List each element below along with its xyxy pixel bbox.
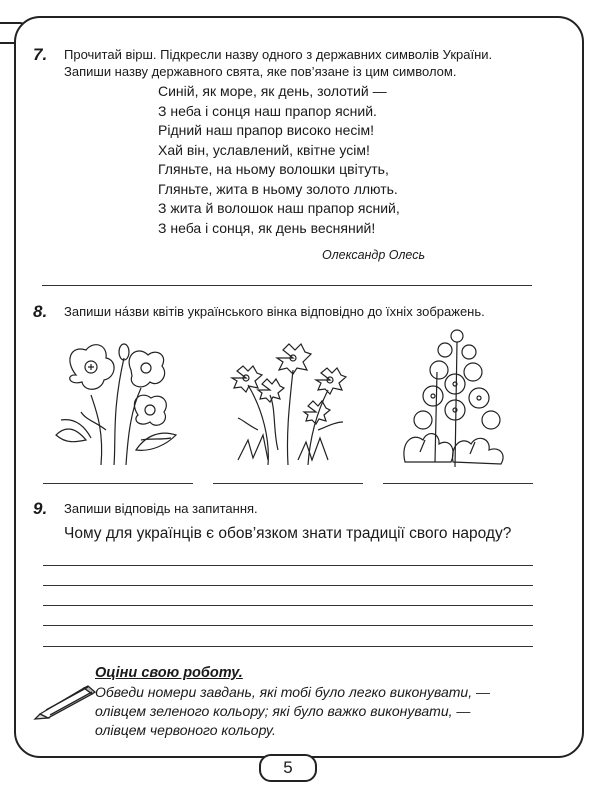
answer-line-poppy[interactable] xyxy=(43,483,193,484)
poem-author: Олександр Олесь xyxy=(322,248,426,262)
task-9-instruction: Запиши відповідь на запитання. xyxy=(64,501,258,516)
poppy-illustration xyxy=(46,330,186,470)
cornflower-illustration xyxy=(218,330,358,470)
self-assessment-heading: Оціни свою роботу. xyxy=(95,665,243,681)
answer-line-task-9[interactable] xyxy=(43,585,533,586)
task-9-question: Чому для українців є обов’язком знати традиції свого народу? xyxy=(64,525,512,542)
self-assessment-line: олівцем зеленого кольору; які було важко виконувати, — xyxy=(95,703,471,719)
answer-line-mallow[interactable] xyxy=(383,483,533,484)
poem-line: Рідний наш прапор високо несім! xyxy=(158,122,375,138)
mallow-illustration xyxy=(395,322,525,470)
task-8-instruction: Запиши на́зви квітів українського вінка відповідно до їхніх зображень. xyxy=(64,304,485,319)
task-7-instruction-line: Запиши назву державного свята, яке пов’язане із цим символом. xyxy=(64,64,457,79)
task-7-instruction-line: Прочитай вірш. Підкресли назву одного з державних символів України. xyxy=(64,47,493,62)
task-9-number: 9. xyxy=(33,499,48,518)
poem-line: Синій, як море, як день, золотий — xyxy=(158,83,387,99)
pencil-icon xyxy=(32,684,98,720)
answer-line-task-9[interactable] xyxy=(43,565,533,566)
answer-line-task-9[interactable] xyxy=(43,646,533,647)
answer-line-cornflower[interactable] xyxy=(213,483,363,484)
poem-line: З неба і сонця, як день весняний! xyxy=(158,219,376,236)
poem-line: Гляньте, на ньому волошки цвітуть, xyxy=(158,161,389,177)
poem-line: З жита й волошок наш прапор ясний, xyxy=(158,200,400,216)
poem-line: Хай він, уславлений, квітне усім! xyxy=(158,141,370,158)
answer-line-task-7[interactable] xyxy=(42,285,532,286)
answer-line-task-9[interactable] xyxy=(43,605,533,606)
task-8-number: 8. xyxy=(33,302,48,321)
answer-line-task-9[interactable] xyxy=(43,625,533,626)
task-7-number: 7. xyxy=(33,45,48,64)
poem-line: Гляньте, жита в ньому золото ллють. xyxy=(158,180,398,197)
self-assessment-line: олівцем червоного кольору. xyxy=(95,722,276,738)
poem xyxy=(158,82,400,238)
self-assessment xyxy=(95,664,565,740)
task-7-instruction xyxy=(64,46,492,80)
poem-line: З неба і сонця наш прапор ясний. xyxy=(158,102,377,119)
page-number: 5 xyxy=(259,754,317,782)
self-assessment-line: Обведи номери завдань, які тобі було легко виконувати, — xyxy=(95,684,490,700)
